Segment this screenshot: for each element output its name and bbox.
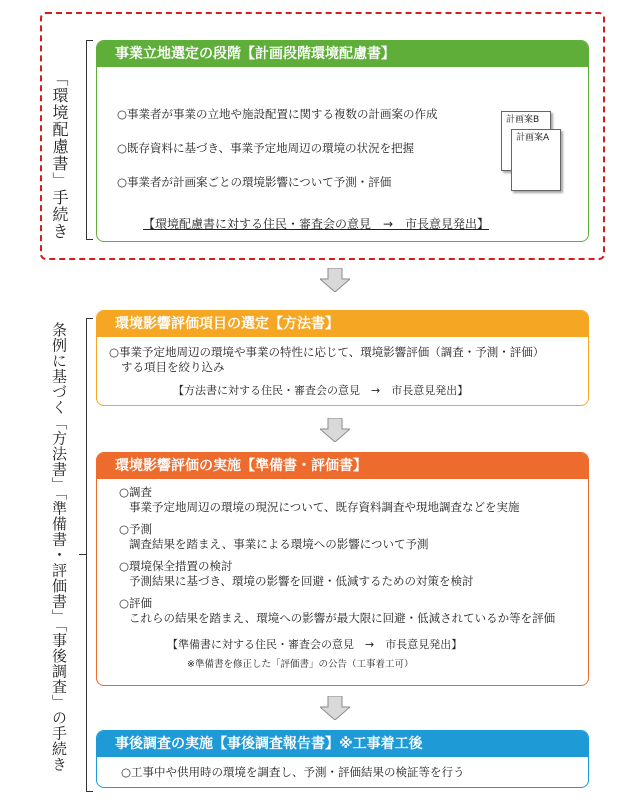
bracket-top [86,40,93,240]
bracket-bottom [86,318,93,792]
stage2-title: 環境影響評価項目の選定【方法書】 [97,311,588,337]
side-label-ordinance: 条例に基づく「方法書」「準備書・評価書」「事後調査」の手続き [50,322,68,772]
stage2-card [96,310,589,406]
stage4-title: 事後調査の実施【事後調査報告書】※工事着工後 [97,731,588,757]
flow-arrow-2 [320,418,350,442]
stage2-item-line2: する項目を絞り込み [121,360,225,374]
side-label-consideration: 「環境配慮書」手続き [50,70,69,240]
stage3-card [96,452,589,686]
stage1-card [96,40,589,242]
stage2-opinion: 【方法書に対する住民・審査会の意見 → 市長意見発出】 [173,384,469,397]
stage4-item: ○工事中や供用時の環境を調査し、予測・評価結果の検証等を行う [121,765,465,779]
stage1-item-2: ○既存資料に基づき、事業予定地周辺の環境の状況を把握 [117,141,415,155]
plan-a-document-icon [511,129,561,191]
stage3-survey-desc: 事業予定地周辺の環境の現況について、既存資料調査や現地調査などを実施 [129,500,520,514]
stage3-prediction-desc: 調査結果を踏まえ、事業による環境への影響について予測 [129,537,429,551]
stage3-evaluation-head: ○評価 [119,596,153,610]
stage3-survey-head: ○調査 [119,485,153,499]
stage3-title: 環境影響評価の実施【準備書・評価書】 [97,453,588,479]
bracket-bottom-tick [79,554,87,555]
stage3-opinion: 【準備書に対する住民・審査会の意見 → 市長意見発出】 [167,638,463,651]
stage1-title: 事業立地選定の段階【計画段階環境配慮書】 [97,41,588,67]
flow-arrow-3 [320,696,350,720]
stage2-item-line1: ○事業予定地周辺の環境や事業の特性に応じて、環境影響評価（調査・予測・評価） [109,345,545,359]
stage3-conservation-desc: 予測結果に基づき、環境の影響を回避・低減するための対策を検討 [129,574,474,588]
stage1-item-3: ○事業者が計画案ごとの環境影響について予測・評価 [117,175,392,189]
stage3-note: ※準備書を修正した「評価書」の公告（工事着工可） [187,659,414,670]
stage3-conservation-head: ○環境保全措置の検討 [119,559,233,573]
plan-a-label: 計画案A [516,133,550,143]
stage1-item-1: ○事業者が事業の立地や施設配置に関する複数の計画案の作成 [117,107,438,121]
plan-b-label: 計画案B [506,115,540,125]
stage4-card [96,730,589,788]
stage1-opinion: 【環境配慮書に対する住民・審査会の意見 → 市長意見発出】 [143,217,490,231]
stage3-prediction-head: ○予測 [119,522,153,536]
flow-arrow-1 [320,268,350,292]
stage3-evaluation-desc: これらの結果を踏まえ、環境への影響が最大限に回避・低減されているか等を評価 [129,611,556,625]
